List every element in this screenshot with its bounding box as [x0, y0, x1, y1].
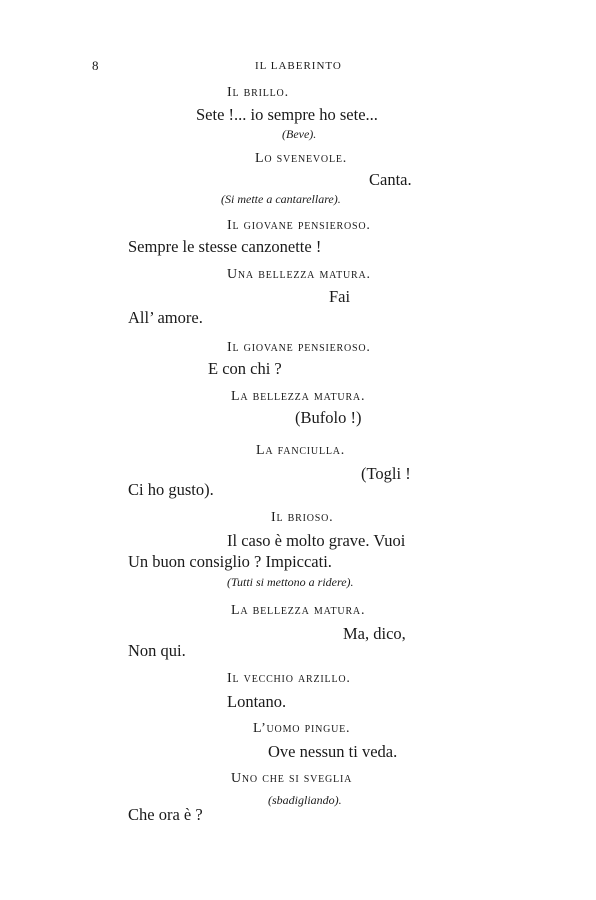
- speaker-name: La fanciulla.: [256, 443, 346, 458]
- verse-line: Lontano.: [227, 692, 287, 711]
- verse-line: Fai: [329, 287, 351, 306]
- speaker-name: Una bellezza matura.: [227, 267, 371, 282]
- verse-line: Ove nessun ti veda.: [268, 742, 398, 761]
- speaker-name: Il brioso.: [271, 510, 334, 525]
- speaker-name: Lo svenevole.: [255, 151, 348, 166]
- stage-direction: (Si mette a cantarellare).: [221, 192, 341, 206]
- speaker-name: L’uomo pingue.: [253, 721, 351, 736]
- verse-line: All’ amore.: [128, 308, 203, 327]
- verse-line: Canta.: [369, 170, 412, 189]
- speaker-name: Il brillo.: [227, 85, 289, 100]
- running-title: IL LABERINTO: [255, 60, 342, 72]
- speaker-name: La bellezza matura.: [231, 603, 366, 618]
- stage-direction: (sbadigliando).: [268, 793, 342, 807]
- verse-line: Che ora è ?: [128, 805, 203, 824]
- verse-line: Sempre le stesse canzonette !: [128, 237, 322, 256]
- stage-direction: (Tutti si mettono a ridere).: [227, 575, 354, 589]
- verse-line: Ma, dico,: [343, 624, 406, 643]
- page-number: 8: [92, 58, 99, 73]
- speaker-name: La bellezza matura.: [231, 389, 366, 404]
- verse-line: Sete !... io sempre ho sete...: [196, 105, 378, 124]
- verse-line: (Togli !: [361, 464, 411, 483]
- verse-line: (Bufolo !): [295, 408, 362, 427]
- verse-line: Un buon consiglio ? Impiccati.: [128, 552, 332, 571]
- speaker-name: Il giovane pensieroso.: [227, 218, 371, 233]
- speaker-name: Uno che si sveglia: [231, 771, 353, 786]
- verse-line: Non qui.: [128, 641, 186, 660]
- verse-line: Il caso è molto grave. Vuoi: [227, 531, 406, 550]
- verse-line: E con chi ?: [208, 359, 282, 378]
- verse-line: Ci ho gusto).: [128, 480, 214, 499]
- speaker-name: Il giovane pensieroso.: [227, 340, 371, 355]
- speaker-name: Il vecchio arzillo.: [227, 671, 351, 686]
- stage-direction: (Beve).: [282, 127, 317, 141]
